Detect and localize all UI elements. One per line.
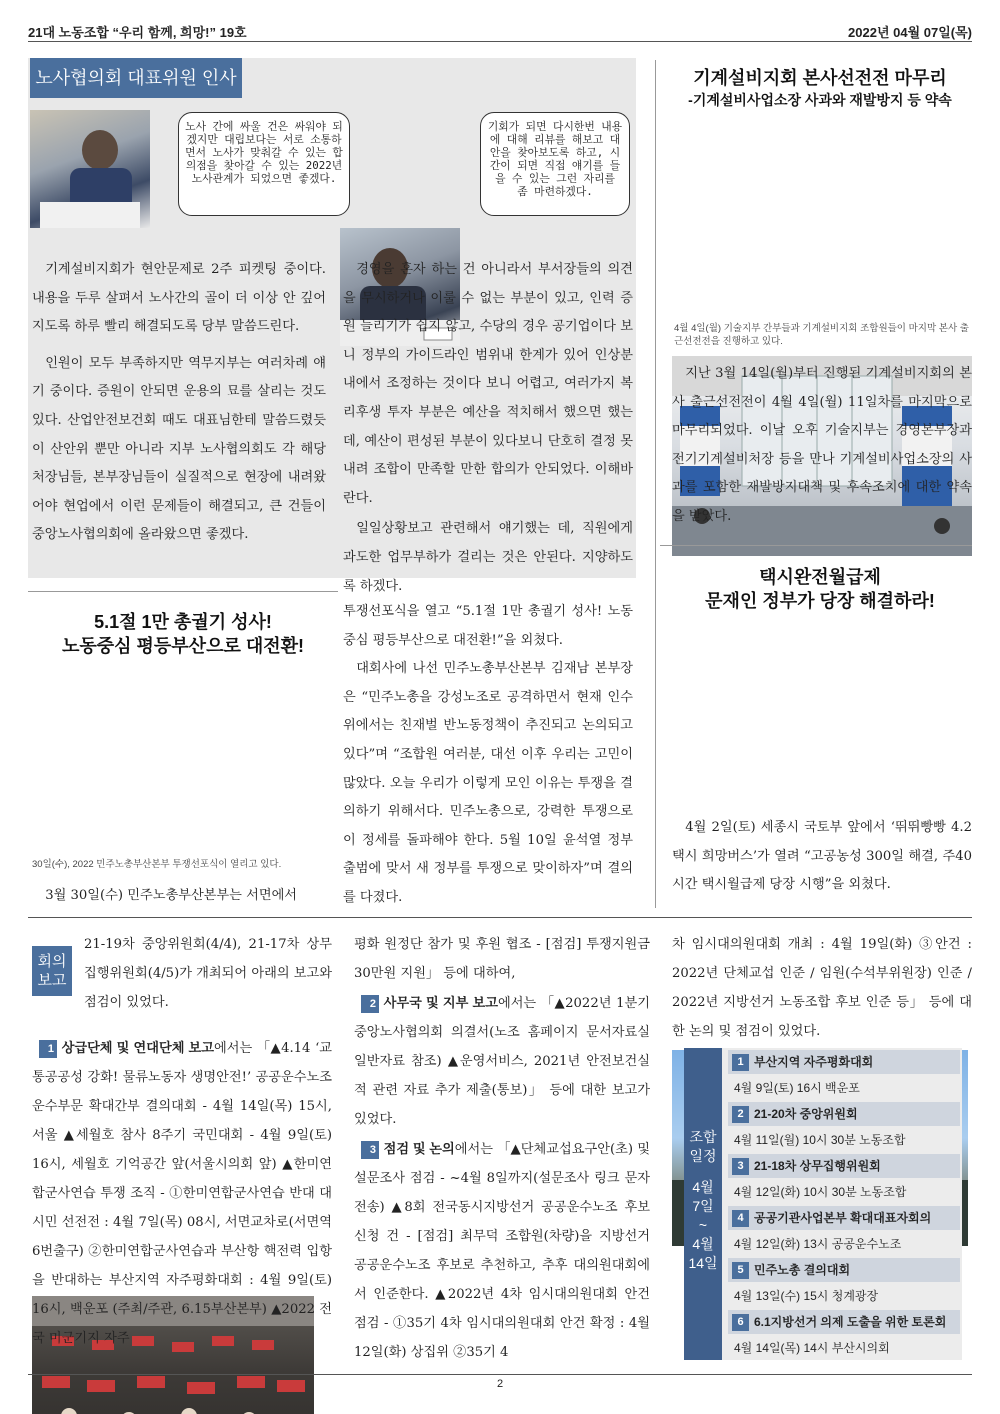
section-text: 에서는 「▲2022년 1분기 중앙노사협의회 의결서(노조 홈페이지 문서자료실 일반자료 참조) xyxy=(354,996,650,1069)
schedule-detail: 4월 11일(월) 10시 30분 노동조합 xyxy=(734,1133,906,1147)
section-text: 에서는 「▲4.14 ‘교통공공성 강화! 물류노동자 생명안전!’ 공공운수노조 운수부문 확대간부 결의대회 - 4월 14일(목) 15시, 서울 ▲세월호 참사 8주기 국민대회 - 4월 9일(토) 16시, 세월호 기억공간 앞(서울시의회 앞) ▲한미연합군사연습 투쟁 조직 - ①한미연합군사연습 반대 대시민 선전전 : 4월 7일(목) 08시, 서면교차로(서면역 6번출구) ②한미연합군사연습과 부산항 핵전력 입항을 반대하는 부산지역 자주평화대회 : 4월 9일(토) 16시, 백운포 (주최/주관, 6.15부산본부) ▲2022 전국 미군기지 자주 xyxy=(32,1041,332,1346)
meeting-section-3 xyxy=(354,1134,650,1367)
section-number: 3 xyxy=(361,1141,379,1159)
section-divider xyxy=(28,917,972,918)
paragraph: 3월 30일(수) 민주노총부산본부는 서면에서 xyxy=(45,888,298,903)
taxi-title-line2: 문재인 정부가 당장 해결하라! xyxy=(705,591,935,611)
section-text: ▲운영서비스, 2021년 안전보건실적 관련 자료 추가 제출(통보)」 등에 대한 보고가 있었다. xyxy=(354,1054,650,1127)
section-heading: 상급단체 및 연대단체 보고 xyxy=(61,1040,215,1055)
schedule-item xyxy=(728,1102,960,1154)
issue-date: 2022년 04월 07일(목) xyxy=(848,25,972,40)
section-number: 2 xyxy=(361,995,379,1013)
schedule-detail: 4월 12일(화) 10시 30분 노동조합 xyxy=(734,1185,907,1199)
page-header xyxy=(28,22,972,42)
mayday-title-line2: 노동중심 평등부산으로 대전환! xyxy=(61,636,305,656)
lobby-photo-caption: 4월 4일(월) 기술지부 간부들과 기계설비지회 조합원들이 마지막 본사 출근선전전을 진행하고 있다. xyxy=(674,323,969,347)
schedule-title: 21-20차 중앙위원회 xyxy=(754,1107,858,1121)
schedule-title: 민주노총 결의대회 xyxy=(754,1263,851,1277)
meeting-col1 xyxy=(32,930,332,1353)
meeting-section-2 xyxy=(354,988,650,1134)
section-number: 1 xyxy=(39,1040,57,1058)
schedule-title: 부산지역 자주평화대회 xyxy=(754,1055,874,1069)
schedule-title: 21-18차 상무집행위원회 xyxy=(754,1159,881,1173)
schedule-item xyxy=(728,1154,960,1206)
meeting-col2 xyxy=(354,930,650,1367)
schedule-label-top: 조합 일정 xyxy=(689,1129,717,1164)
column-divider xyxy=(655,60,656,908)
section-heading: 사무국 및 지부 보고 xyxy=(383,995,498,1010)
schedule-detail: 4월 9일(토) 16시 백운포 xyxy=(734,1081,860,1095)
union-rep-photo xyxy=(30,110,150,228)
mayday-text xyxy=(343,598,633,913)
schedule-detail: 4월 12일(화) 13시 공공운수노조 xyxy=(734,1237,902,1251)
paragraph: 경영을 혼자 하는 건 아니라서 부서장들의 의견을 무시하거나 이룰 수 없는 부분이 있고, 인력 증원 늘리기가 쉽지 않고, 수당의 경우 공기업이다 보니 정부의 가이드라인 범위내 한계가 있어 인상분 내에서 조정하는 것이다 보니 어렵고, 여러가지 복리후생 투자 부분은 예산을 적치해서 했으면 했는 데, 예산이 편성된 부분이 있다보니 단호히 결정 못내려 조합이 만족할 만한 합의가 안되었다. 이해바란다. xyxy=(343,262,633,506)
schedule-label-dates: 4월 7일 ~ 4월 14일 xyxy=(688,1179,718,1271)
union-rep-figure xyxy=(30,110,150,228)
section-text: 에서는 「▲단체교섭요구안(초) 및 설문조사 점검 - ~4월 8일까지(설문조사 링크 문자전송) ▲8회 전국동시지방선거 공공운수노조 후보 신청 건 - [점검] 최무덕 조합원(차량)을 지방선거 공공운수노조 후보로 추천하고, 추후 대의원대회에서 인준한다. ▲2022년 4차 임시대의원대회 안건 점검 - ①35기 4차 임시대의원대회 안건 확정 : 4월 12일(화) 상집위 ②35기 4 xyxy=(354,1142,651,1360)
schedule-number: 3 xyxy=(732,1158,749,1175)
mayday-title-line1: 5.1절 1만 총궐기 성사! xyxy=(94,612,272,632)
taxi-text xyxy=(672,814,972,900)
interview-title: 노사협의회 대표위원 인사 xyxy=(30,58,242,98)
schedule-title: 6.1지방선거 의제 도출을 위한 토론회 xyxy=(754,1315,947,1329)
schedule-item xyxy=(728,1310,960,1362)
meeting-section-1 xyxy=(32,1033,332,1353)
section-divider xyxy=(660,545,972,546)
schedule-number: 2 xyxy=(732,1106,749,1123)
rally-photo-caption: 30일(수), 2022 민주노총부산본부 투쟁선포식이 열리고 있다. xyxy=(32,859,282,870)
meeting-intro: 21-19차 중앙위원회(4/4), 21-17차 상무집행위원회(4/5)가 개최되어 아래의 보고와 점검이 있었다. xyxy=(84,937,332,1010)
taxi-title-line1: 택시완전월급제 xyxy=(759,567,881,587)
section-divider xyxy=(28,591,338,592)
mechanical-article-title: 기계설비지회 본사선전전 마무리 xyxy=(693,68,947,88)
paragraph: 기계설비지회가 현안문제로 2주 피켓팅 중이다. 내용을 두루 살펴서 노사간의 골이 더 이상 안 깊어지도록 하루 빨리 해결되도록 당부 말씀드린다. xyxy=(32,262,326,335)
paragraph: 인원이 모두 부족하지만 역무지부는 여러차례 얘기 중이다. 증원이 안되면 운용의 묘를 살리는 것도 있다. 산업안전보건회 때도 대표님한테 말씀드렸듯이 산안위 뿐만 아니라 지부 노사협의회도 각 해당 처장님들, 본부장님들이 실질적으로 현장에 내려왔어야 현업에서 이런 문제들이 해결되고, 큰 건들이 중앙노사협의회에 올라왔으면 좋겠다. xyxy=(32,355,326,543)
meeting-label: 회의 보고 xyxy=(32,946,72,996)
schedule-detail: 4월 14일(목) 14시 부산시의회 xyxy=(734,1341,890,1355)
schedule-label xyxy=(684,1048,722,1360)
union-rep-text xyxy=(32,256,326,550)
paragraph: 대회사에 나선 민주노총부산본부 김재남 본부장은 “민주노총을 강성노조로 공격하면서 현재 인수위에서는 친재벌 반노동정책이 추진되고 논의되고 있다”며 “조합원 여러분, 대선 이후 우리는 고민이 많았다. 오늘 우리가 이렇게 모인 이유는 투쟁을 결의하기 위해서다. 민주노총으로, 강력한 투쟁으로 이 정세를 돌파해야 한다. 5월 10일 윤석열 정부 출범에 맞서 새 정부를 투쟁으로 맞이하자”며 결의를 다졌다. xyxy=(343,661,633,905)
newsletter-title: 21대 노동조합 “우리 함께, 희망!” 19호 xyxy=(28,25,247,40)
paragraph: 지난 3월 14일(월)부터 진행된 기계설비지회의 본사 출근선전전이 4월 4일(월) 11일차를 마지막으로 마무리되었다. 이날 오후 기술지부는 경영본부장과 전기기계설비처장 등을 만나 기계설비사업소장의 사과를 포함한 재발방지대책 및 후속조치에 대한 약속을 받았다. xyxy=(672,366,972,524)
schedule-number: 6 xyxy=(732,1314,749,1331)
paragraph: 차 임시대의원대회 개최 : 4월 19일(화) ③안건 : 2022년 단체교섭 인준 / 임원(수석부위원장) 인준 / 2022년 지방선거 노동조합 후보 인준 등」 등에 대한 논의 및 점검이 있었다. xyxy=(672,937,972,1039)
schedule-list xyxy=(728,1050,960,1362)
schedule-title: 공공기관사업본부 확대대표자회의 xyxy=(754,1211,932,1225)
ceo-quote: 기회가 되면 다시한번 내용에 대해 리뷰를 해보고 대안을 찾아보도록 하고, 시간이 되면 직접 얘기를 들을 수 있는 그런 자리를 좀 마련하겠다. xyxy=(480,112,630,216)
paragraph: 투쟁선포식을 열고 “5.1절 1만 총궐기 성사! 노동중심 평등부산으로 대전환!”을 외쳤다. xyxy=(343,604,633,648)
mechanical-article-text xyxy=(672,360,972,532)
paragraph: 4월 2일(토) 세종시 국토부 앞에서 ‘뛰뛰빵빵 4.2 택시 희망버스’가 열려 “고공농성 300일 해결, 주40시간 택시월급제 당장 시행”을 외쳤다. xyxy=(672,820,972,893)
mayday-lead xyxy=(32,882,322,911)
schedule-number: 4 xyxy=(732,1210,749,1227)
meeting-col3 xyxy=(672,930,972,1046)
paragraph: 평화 원정단 참가 및 후원 협조 - [점검] 투쟁지원금 30만원 지원」 등에 대하여, xyxy=(354,937,650,981)
union-rep-quote: 노사 간에 싸울 건은 싸워야 되겠지만 대립보다는 서로 소통하면서 노사가 맞춰갈 수 있는 합의점을 찾아갈 수 있는 2022년 노사관계가 되었으면 좋겠다. xyxy=(178,112,350,216)
schedule-item xyxy=(728,1206,960,1258)
schedule-item xyxy=(728,1050,960,1102)
schedule-detail: 4월 13일(수) 15시 청계광장 xyxy=(734,1289,879,1303)
ceo-text xyxy=(343,256,633,601)
schedule-number: 1 xyxy=(732,1054,749,1071)
section-heading: 점검 및 논의 xyxy=(383,1141,455,1156)
paragraph: 일일상황보고 관련해서 얘기했는 데, 직원에게 과도한 업무부하가 걸리는 것은 안된다. 지양하도록 하겠다. xyxy=(343,521,633,594)
mechanical-article-subtitle: -기계설비사업소장 사과와 재발방지 등 약속 xyxy=(688,92,952,108)
schedule-number: 5 xyxy=(732,1262,749,1279)
page-number: 2 xyxy=(496,1378,504,1390)
footer-rule xyxy=(28,1374,972,1375)
schedule-item xyxy=(728,1258,960,1310)
